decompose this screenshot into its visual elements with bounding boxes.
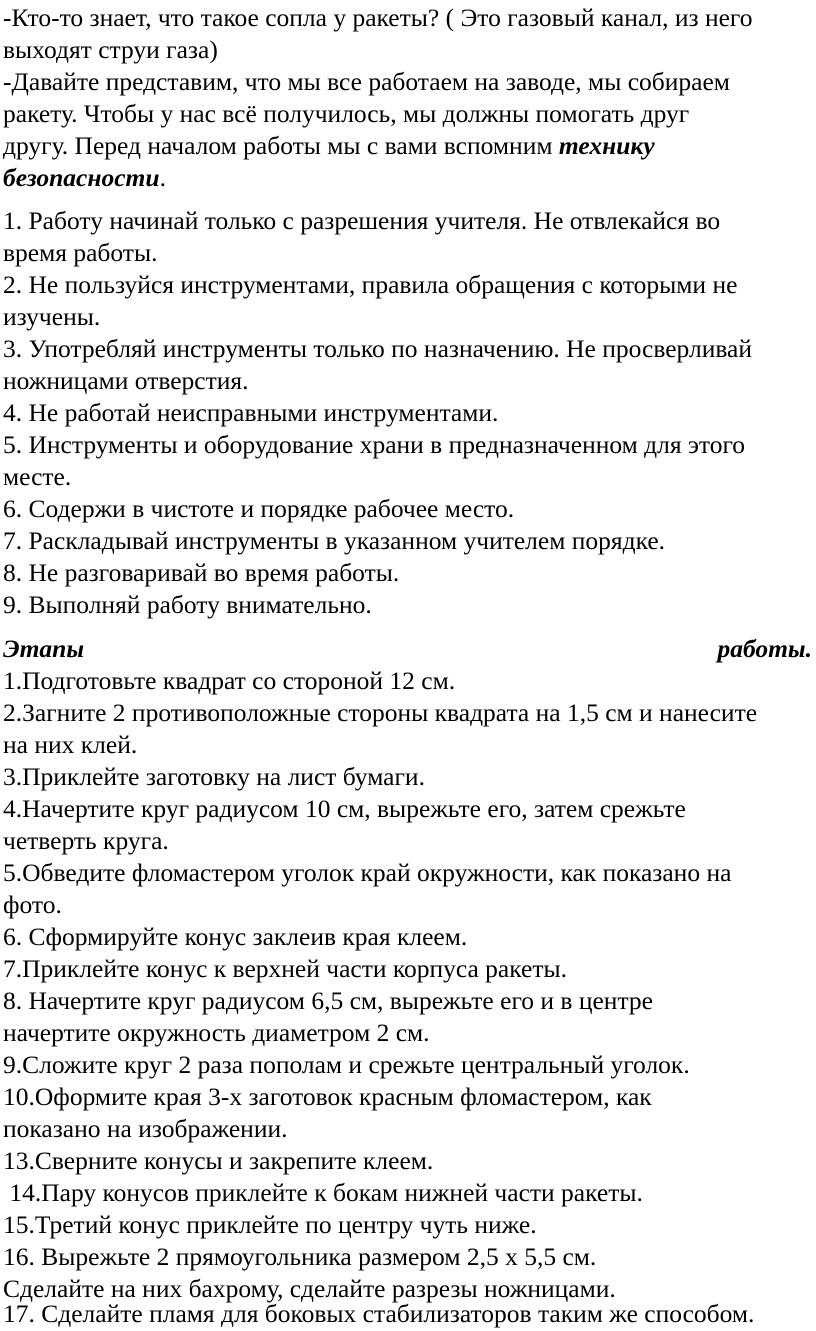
stage-line: показано на изображении. — [3, 1114, 288, 1143]
stage-line: 6. Сформируйте конус заклеив края клеем. — [3, 922, 468, 951]
stage-line: 5.Обведите фломастером уголок край окружности, как показано на — [3, 858, 732, 887]
stage-line: четверть круга. — [3, 826, 169, 855]
stage-line: 3.Приклейте заготовку на лист бумаги. — [3, 762, 425, 791]
stage-line: 7.Приклейте конус к верхней части корпуса ракеты. — [3, 954, 567, 983]
intro-line-4: ракету. Чтобы у нас всё получилось, мы должны помогать друг — [3, 99, 690, 128]
stage-line: 2.Загните 2 противоположные стороны квадрата на 1,5 см и нанесите — [3, 698, 758, 727]
stage-line: 1.Подготовьте квадрат со стороной 12 см. — [3, 666, 456, 695]
safety-rule-line: 6. Содержи в чистоте и порядке рабочее место. — [3, 494, 515, 523]
safety-rule-line: месте. — [3, 462, 72, 491]
stage-line: 4.Начертите круг радиусом 10 см, вырежьте его, затем срежьте — [3, 794, 686, 823]
safety-rule-line: 8. Не разговаривай во время работы. — [3, 558, 400, 587]
stages-heading-right: работы. — [717, 634, 812, 663]
safety-rule-line: 1. Работу начинай только с разрешения учителя. Не отвлекайся во — [3, 206, 721, 235]
intro-line-1: -Кто-то знает, что такое сопла у ракеты? ( Это газовый канал, из него — [3, 3, 753, 32]
intro-line-6 — [3, 162, 816, 194]
stage-line: на них клей. — [3, 730, 138, 759]
stage-line: Сделайте на них бахрому, сделайте разрезы ножницами. — [3, 1274, 616, 1303]
safety-term-part-2: безопасности — [3, 163, 160, 192]
stage-line: 14.Пару конусов приклейте к бокам нижней части ракеты. — [3, 1178, 643, 1207]
stage-line: 17. Сделайте пламя для боковых стабилизаторов таким же способом. — [3, 1299, 755, 1328]
safety-rule-line: ножницами отверстия. — [3, 366, 249, 395]
safety-rule-line: время работы. — [3, 238, 158, 267]
stage-line: 10.Оформите края 3-х заготовок красным фломастером, как — [3, 1082, 652, 1111]
stage-line: 9.Сложите круг 2 раза пополам и срежьте центральный уголок. — [3, 1050, 690, 1079]
stage-line: 15.Третий конус приклейте по центру чуть ниже. — [3, 1210, 537, 1239]
safety-rule-line: 5. Инструменты и оборудование храни в предназначенном для этого — [3, 430, 746, 459]
stage-line: 16. Вырежьте 2 прямоугольника размером 2,5 х 5,5 см. — [3, 1242, 597, 1271]
intro-line-5 — [3, 130, 816, 162]
stages-heading-left: Этапы — [3, 634, 85, 663]
safety-rule-line: 2. Не пользуйся инструментами, правила обращения с которыми не — [3, 270, 738, 299]
stage-line: фото. — [3, 890, 62, 919]
intro-line-3: -Давайте представим, что мы все работаем на заводе, мы собираем — [3, 67, 730, 96]
stage-line: начертите окружность диаметром 2 см. — [3, 1018, 430, 1047]
safety-term-part-1: технику — [558, 131, 655, 160]
safety-rule-line: 4. Не работай неисправными инструментами. — [3, 398, 499, 427]
stage-line: 13.Сверните конусы и закрепите клеем. — [3, 1146, 434, 1175]
intro-line-5-text: другу. Перед началом работы мы с вами вспомним — [3, 131, 559, 160]
safety-rule-line: 9. Выполняй работу внимательно. — [3, 590, 372, 619]
intro-line-2: выходят струи газа) — [3, 35, 218, 64]
safety-rule-line: 3. Употребляй инструменты только по назначению. Не просверливай — [3, 334, 753, 363]
stage-line: 8. Начертите круг радиусом 6,5 см, вырежьте его и в центре — [3, 986, 653, 1015]
intro-line-6-suffix: . — [159, 163, 166, 192]
stages-heading — [3, 633, 812, 665]
safety-rule-line: 7. Раскладывай инструменты в указанном учителем порядке. — [3, 526, 666, 555]
safety-rule-line: изучены. — [3, 302, 101, 331]
